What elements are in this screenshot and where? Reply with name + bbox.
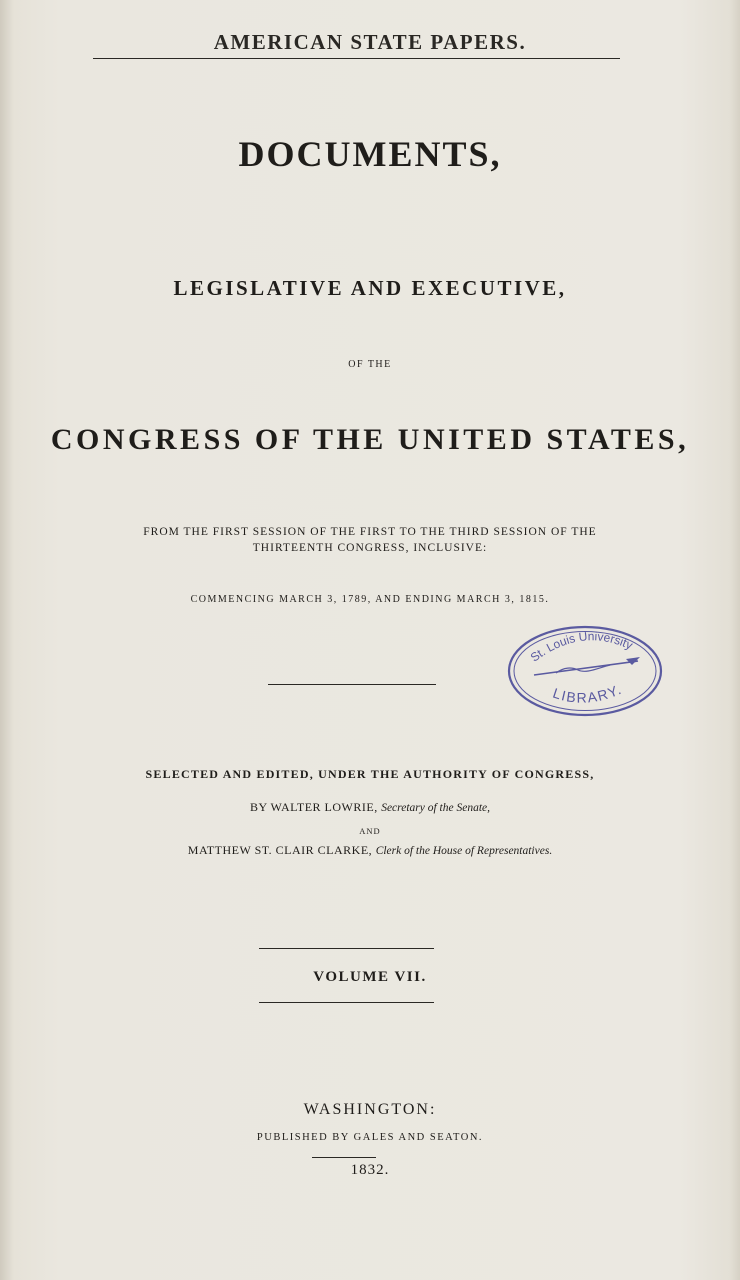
subtitle: LEGISLATIVE AND EXECUTIVE, <box>173 276 567 300</box>
imprint-publisher: PUBLISHED BY GALES AND SEATON. <box>256 1132 484 1143</box>
of-the-text: OF THE <box>348 359 392 370</box>
editor-2-name: MATTHEW ST. CLAIR CLARKE, <box>187 843 373 857</box>
stamp-bottom-text: LIBRARY. <box>550 680 625 706</box>
editor-1 <box>0 800 740 815</box>
range-line-1: FROM THE FIRST SESSION OF THE FIRST TO THE THIRD SESSION OF THE <box>143 526 597 538</box>
volume-label: VOLUME VII. <box>313 969 427 985</box>
stamp-top-text: St. Louis University <box>527 629 635 665</box>
and-text: AND <box>359 826 381 836</box>
stamp-icon <box>506 623 664 719</box>
series-title: AMERICAN STATE PAPERS. <box>213 30 527 54</box>
volume-rule-top <box>259 948 434 949</box>
main-title: DOCUMENTS, <box>238 134 502 174</box>
selected-edited-text: SELECTED AND EDITED, UNDER THE AUTHORITY OF CONGRESS, <box>145 767 595 781</box>
imprint-place: WASHINGTON: <box>303 1101 437 1118</box>
svg-text:LIBRARY. <box>551 681 625 706</box>
year-rule <box>312 1157 376 1158</box>
imprint-year: 1832. <box>350 1162 390 1178</box>
middle-rule <box>268 684 436 685</box>
editor-2-title: Clerk of the House of Representatives. <box>375 845 553 857</box>
editor-1-name: BY WALTER LOWRIE, <box>249 800 378 814</box>
editor-2 <box>0 843 740 858</box>
congress-heading: CONGRESS OF THE UNITED STATES, <box>50 423 690 456</box>
volume-rule-bottom <box>259 1002 434 1003</box>
commencing-text: COMMENCING MARCH 3, 1789, AND ENDING MARCH 3, 1815. <box>190 594 550 605</box>
editor-1-title: Secretary of the Senate, <box>381 802 490 814</box>
header-rule <box>93 58 620 59</box>
library-stamp <box>506 623 664 719</box>
range-line-2: THIRTEENTH CONGRESS, INCLUSIVE: <box>252 542 488 554</box>
